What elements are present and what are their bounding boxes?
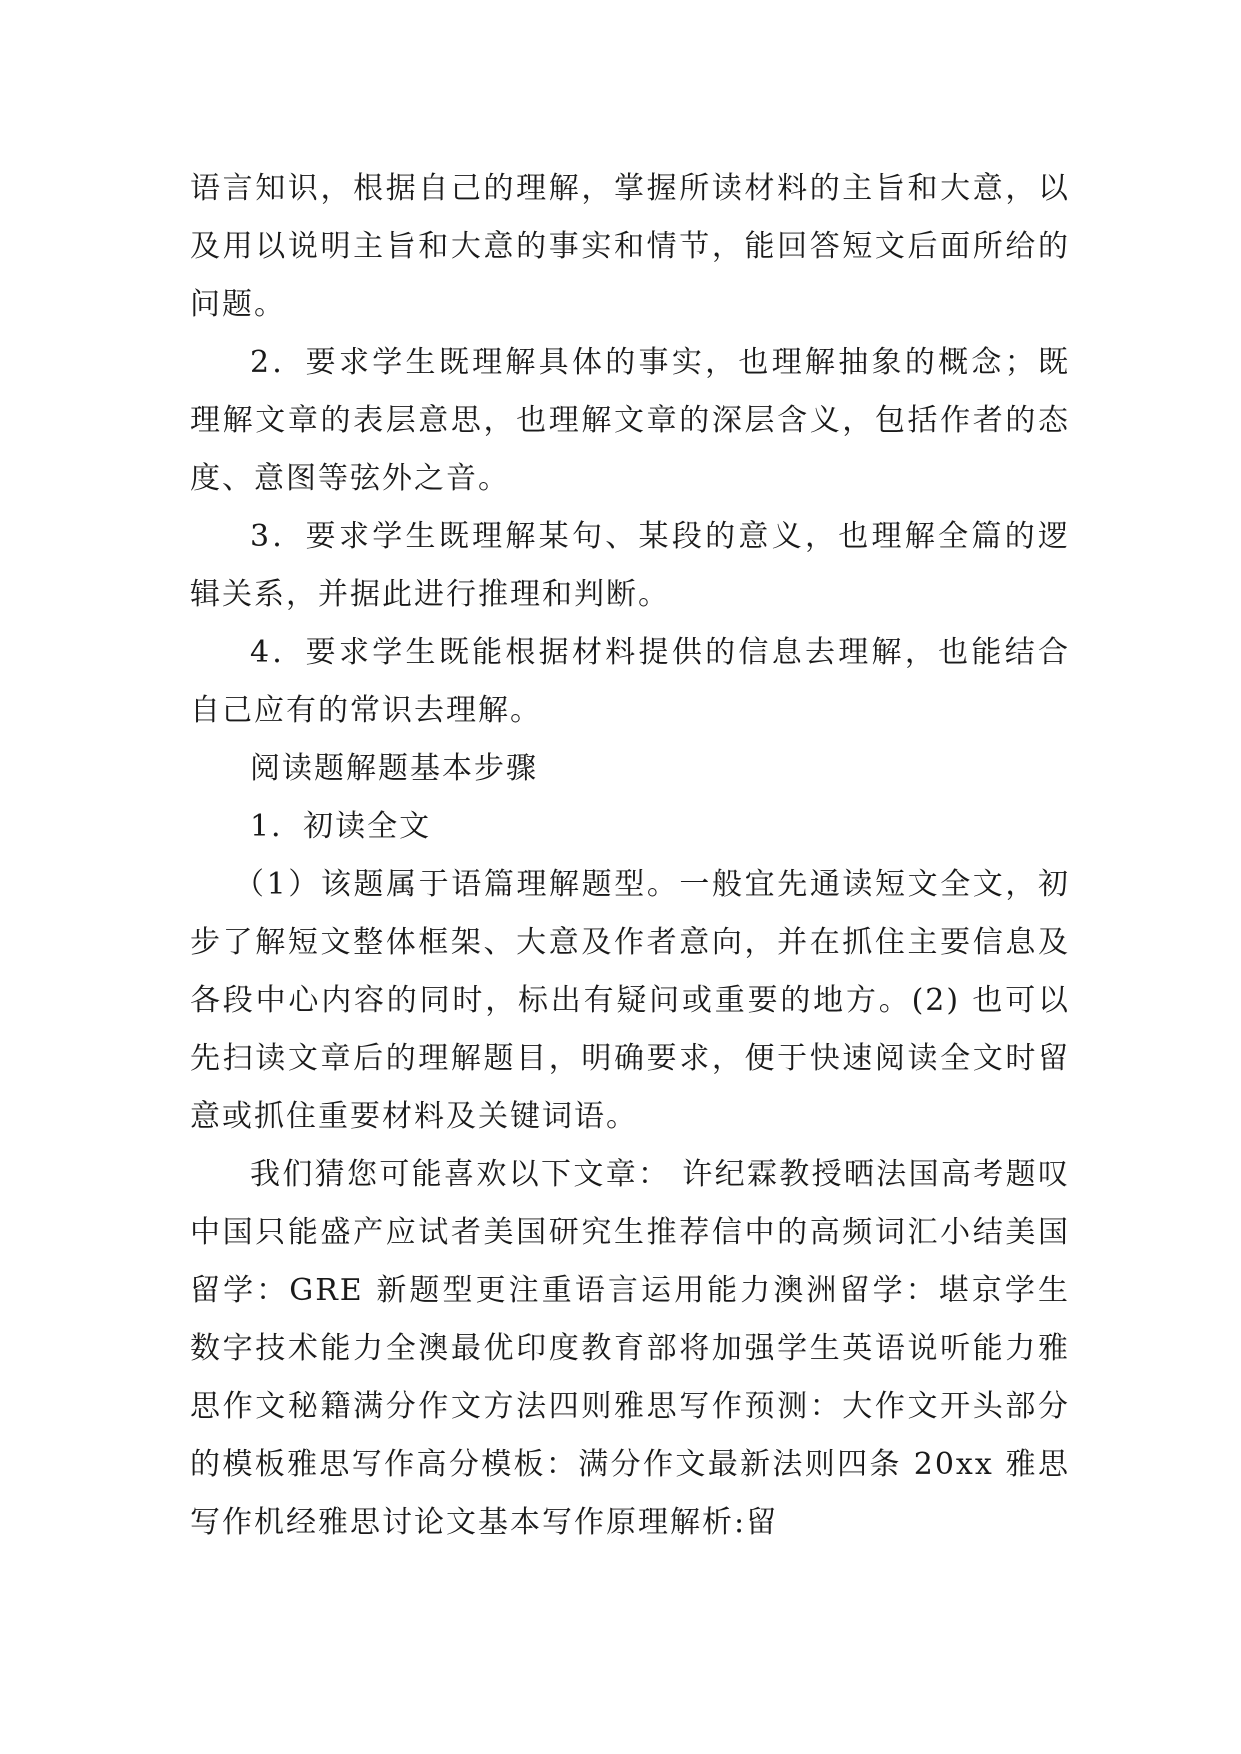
paragraph-requirement-4: 4．要求学生既能根据材料提供的信息去理解，也能结合自己应有的常识去理解。 [190,635,1070,728]
paragraph-step-detail: （1）该题属于语篇理解题型。一般宜先通读短文全文，初步了解短文整体框架、大意及作者意向，并在抓住主要信息及各段中心内容的同时，标出有疑问或重要的地方。(2) 也可以先扫读文章后的理解题目，明确要求，便于快速阅读全文时留意或抓住重要材料及关键词语。 [190,867,1070,1134]
section-heading: 阅读题解题基本步骤 [250,751,538,786]
paragraph-requirement-3: 3．要求学生既理解某句、某段的意义，也理解全篇的逻辑关系，并据此进行推理和判断。 [190,519,1070,612]
paragraph-related-articles: 我们猜您可能喜欢以下文章： 许纪霖教授晒法国高考题叹中国只能盛产应试者美国研究生推荐信中的高频词汇小结美国留学：GRE 新题型更注重语言运用能力澳洲留学：堪京学生数字技术能力全澳最优印度教育部将加强学生英语说听能力雅思作文秘籍满分作文方法四则雅思写作预测：大作文开头部分的模板雅思写作高分模板：满分作文最新法则四条 20xx 雅思写作机经雅思讨论文基本写作原理解析:留 [190,1157,1070,1540]
step-heading: 1．初读全文 [250,809,432,844]
paragraph-continuation: 语言知识，根据自己的理解，掌握所读材料的主旨和大意，以及用以说明主旨和大意的事实和情节，能回答短文后面所给的问题。 [190,171,1070,322]
paragraph-requirement-2: 2．要求学生既理解具体的事实，也理解抽象的概念；既理解文章的表层意思，也理解文章的深层含义，包括作者的态度、意图等弦外之音。 [190,345,1070,496]
document-body [190,160,1070,1552]
